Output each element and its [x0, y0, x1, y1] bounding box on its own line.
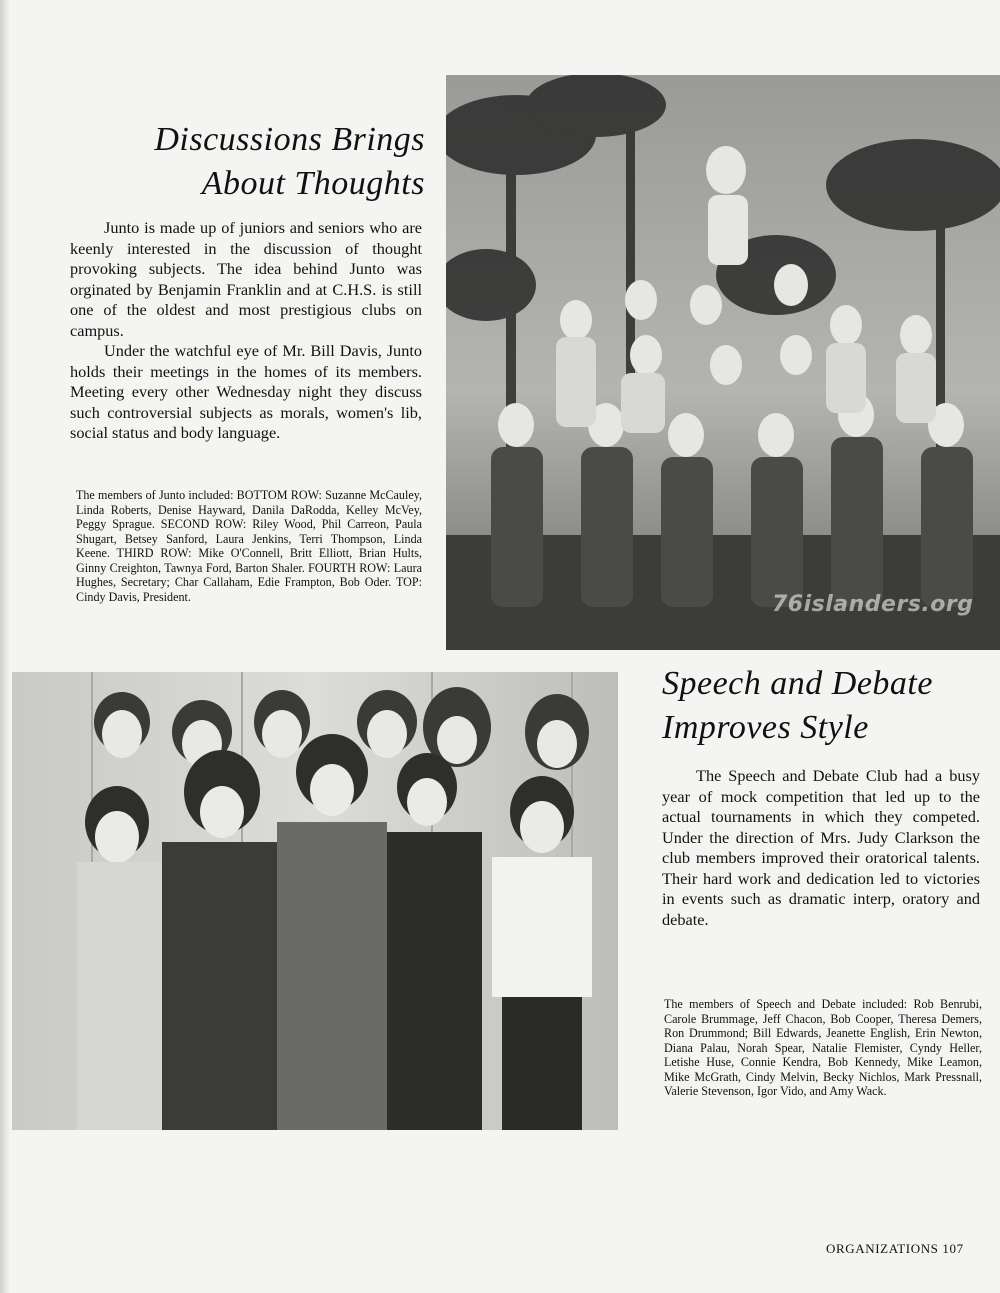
- page-binding-edge: [0, 0, 10, 1293]
- site-watermark: 76islanders.org: [772, 592, 974, 617]
- speech-article-body: [662, 766, 980, 930]
- speech-title-line-2: Improves Style: [662, 709, 869, 746]
- junto-paragraph-2: Under the watchful eye of Mr. Bill Davis, Junto holds their meetings in the homes of its members. Meeting every other Wednesday night they discuss such controversial subjects as morals, women's lib, social status and body language.: [70, 341, 422, 442]
- speech-title: [662, 662, 992, 750]
- junto-title-line-1: Discussions Brings: [154, 121, 425, 158]
- junto-title-line-2: About Thoughts: [201, 165, 425, 202]
- junto-group-photo: [446, 75, 1000, 650]
- junto-article-body: [70, 218, 422, 444]
- speech-photo-image: [12, 672, 618, 1130]
- junto-photo-caption: The members of Junto included: BOTTOM ROW: Suzanne McCauley, Linda Roberts, Denise Hayward, Danila DaRodda, Kelley McVey, Peggy Sprague. SECOND ROW: Riley Wood, Phil Carreon, Paula Shugart, Betsey Sanford, Laura Jenkins, Terri Thompson, Linda Keene. THIRD ROW: Mike O'Connell, Britt Elliott, Brian Hults, Ginny Creighton, Tawnya Ford, Barton Shaler. FOURTH ROW: Laura Hughes, Secretary; Char Callaham, Edie Frampton, Bob Oder. TOP: Cindy Davis, President.: [76, 488, 422, 604]
- speech-title-line-1: Speech and Debate: [662, 665, 933, 702]
- speech-debate-group-photo: [12, 672, 618, 1130]
- junto-photo-image: [446, 75, 1000, 650]
- page-footer: ORGANIZATIONS 107: [826, 1241, 964, 1256]
- junto-title: [70, 118, 425, 206]
- junto-paragraph-1: Junto is made up of juniors and seniors who are keenly interested in the discussion of thought provoking subjects. The idea behind Junto was orginated by Benjamin Franklin and at C.H.S. is still one of the oldest and most prestigious clubs on campus.: [70, 218, 422, 340]
- speech-photo-caption: The members of Speech and Debate included: Rob Benrubi, Carole Brummage, Jeff Chacon, Bob Cooper, Theresa Demers, Ron Drummond; Bill Edwards, Jeanette English, Erin Newton, Diana Palau, Norah Spear, Natalie Flemister, Cyndy Heller, Letishe Huse, Connie Kendra, Bob Kennedy, Mike Leamon, Mike McGrath, Cindy Melvin, Becky Nichlos, Mark Pressnall, Valerie Stevenson, Igor Vido, and Amy Wack.: [664, 997, 982, 1098]
- speech-paragraph-1: The Speech and Debate Club had a busy year of mock competition that led up to the actual tournaments in which they competed. Under the direction of Mrs. Judy Clarkson the club members improved their oratorical talents. Their hard work and dedication led to victories in events such as dramatic interp, oratory and debate.: [662, 766, 980, 929]
